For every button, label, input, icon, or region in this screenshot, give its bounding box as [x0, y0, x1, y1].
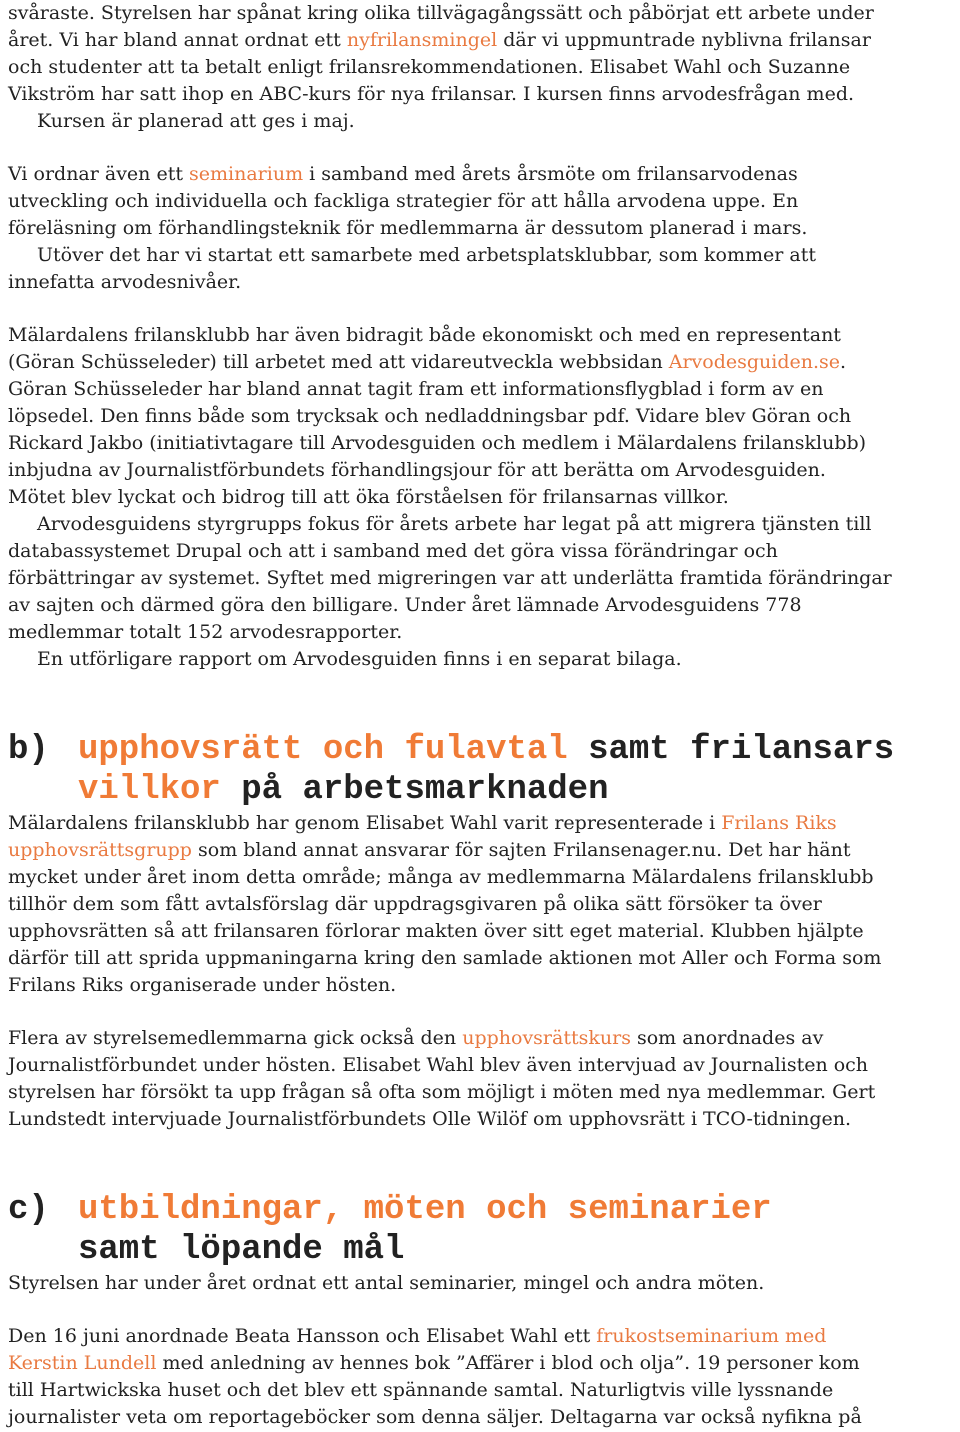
text-line — [8, 1323, 954, 1350]
body-text: med anledning av hennes bok ”Affärer i blod och olja”. 19 personer kom — [156, 1352, 860, 1374]
text-line — [8, 1377, 954, 1404]
body-paragraph — [8, 161, 954, 242]
body-paragraph — [8, 1270, 954, 1297]
body-text: Den 16 juni anordnade Beata Hansson och Elisabet Wahl ett — [8, 1325, 597, 1347]
text-line — [8, 1079, 954, 1106]
body-text: som anordnades av — [630, 1027, 824, 1049]
body-text: svåraste. Styrelsen har spånat kring olika tillvägagångssätt och påbörjat ett arbete under — [8, 2, 874, 24]
body-text: Arvodesguidens styrgrupps fokus för årets arbete har legat på att migrera tjänsten till — [37, 513, 872, 535]
section-marker: c) — [8, 1191, 49, 1229]
text-line — [8, 891, 954, 918]
text-line — [8, 215, 954, 242]
body-text: tillhör dem som fått avtalsförslag där uppdragsgivaren på olika sätt försöker ta över — [8, 893, 822, 915]
text-line — [8, 1106, 954, 1133]
body-text: utveckling och individuella och fackliga strategier för att hålla arvodena uppe. En — [8, 190, 799, 212]
text-line — [8, 242, 954, 269]
text-line — [8, 646, 954, 673]
text-line — [8, 349, 954, 376]
text-line — [8, 188, 954, 215]
section-heading — [8, 730, 954, 810]
body-text: löpsedel. Den finns både som trycksak och nedladdningsbar pdf. Vidare blev Göran och — [8, 405, 852, 427]
text-line — [8, 430, 954, 457]
body-text: där vi uppmuntrade nyblivna frilansar — [497, 29, 871, 51]
text-line — [8, 27, 954, 54]
inline-link[interactable]: upphovsrättsgrupp — [8, 839, 192, 861]
body-text: Styrelsen har under året ordnat ett antal seminarier, mingel och andra möten. — [8, 1272, 765, 1294]
body-text: Rickard Jakbo (initiativtagare till Arvodesguiden och medlem i Mälardalens frilansklubb) — [8, 432, 867, 454]
inline-link[interactable]: nyfrilansmingel — [346, 29, 498, 51]
body-text: styrelsen har försökt ta upp frågan så ofta som möjligt i möten med nya medlemmar. Gert — [8, 1081, 876, 1103]
body-paragraph — [8, 810, 954, 999]
text-line — [8, 0, 954, 27]
text-line — [8, 538, 954, 565]
body-text: Frilans Riks organiserade under hösten. — [8, 974, 397, 996]
text-line — [8, 322, 954, 349]
inline-link[interactable]: Arvodesguiden.se — [668, 351, 841, 373]
heading-highlight: upphovsrätt och fulavtal — [78, 731, 568, 769]
body-text: förbättringar av systemet. Syftet med migreringen var att underlätta framtida förändringar — [8, 567, 892, 589]
body-text: Mötet blev lyckat och bidrog till att öka förståelsen för frilansarnas villkor. — [8, 486, 729, 508]
section-heading — [8, 1190, 954, 1270]
body-text: . — [840, 351, 847, 373]
text-line — [8, 457, 954, 484]
body-text: inbjudna av Journalistförbundets förhandlingsjour för att berätta om Arvodesguiden. — [8, 459, 826, 481]
text-line — [8, 918, 954, 945]
inline-link[interactable]: upphovsrättskurs — [462, 1027, 631, 1049]
body-text: Mälardalens frilansklubb har genom Elisabet Wahl varit representerade i — [8, 812, 722, 834]
inline-link[interactable]: Frilans Riks — [721, 812, 837, 834]
text-line — [8, 54, 954, 81]
body-text: databassystemet Drupal och att i samband med det göra vissa förändringar och — [8, 540, 778, 562]
body-text: Vi ordnar även ett — [8, 163, 190, 185]
text-line — [8, 837, 954, 864]
heading-highlight: utbildningar, möten och seminarier — [78, 1191, 772, 1229]
text-line — [8, 565, 954, 592]
body-paragraph — [8, 0, 954, 108]
text-line — [8, 1350, 954, 1377]
body-paragraph — [8, 108, 954, 135]
text-line — [8, 81, 954, 108]
text-line — [8, 161, 954, 188]
text-line — [8, 269, 954, 296]
heading-line — [8, 770, 954, 810]
body-text: därför till att sprida uppmaningarna kring den samlade aktionen mot Aller och Forma som — [8, 947, 882, 969]
body-text: medlemmar totalt 152 arvodesrapporter. — [8, 621, 403, 643]
inline-link[interactable]: Kerstin Lundell — [8, 1352, 157, 1374]
body-paragraph — [8, 1323, 954, 1431]
text-line — [8, 403, 954, 430]
body-text: Kursen är planerad att ges i maj. — [37, 110, 355, 132]
body-paragraph — [8, 322, 954, 511]
text-line — [8, 1404, 954, 1431]
heading-text: på arbetsmarknaden — [220, 771, 609, 809]
body-paragraph — [8, 242, 954, 296]
text-line — [8, 810, 954, 837]
body-text: som bland annat ansvarar för sajten Frilansenager.nu. Det har hänt — [191, 839, 851, 861]
text-line — [8, 511, 954, 538]
body-text: föreläsning om förhandlingsteknik för medlemmarna är dessutom planerad i mars. — [8, 217, 808, 239]
text-line — [8, 484, 954, 511]
body-text: Utöver det har vi startat ett samarbete med arbetsplatsklubbar, som kommer att — [37, 244, 816, 266]
body-text: Flera av styrelsemedlemmarna gick också den — [8, 1027, 463, 1049]
text-line — [8, 864, 954, 891]
text-line — [8, 592, 954, 619]
body-text: och studenter att ta betalt enligt frilansrekommendationen. Elisabet Wahl och Suzanne — [8, 56, 851, 78]
text-line — [8, 1052, 954, 1079]
body-text: Vikström har satt ihop en ABC-kurs för nya frilansar. I kursen finns arvodesfrågan med. — [8, 83, 855, 105]
section-marker: b) — [8, 731, 49, 769]
heading-line — [8, 1230, 954, 1270]
heading-text: samt frilansars — [567, 731, 895, 769]
inline-link[interactable]: seminarium — [189, 163, 304, 185]
body-text: (Göran Schüsseleder) till arbetet med att vidareutveckla webbsidan — [8, 351, 669, 373]
heading-text: samt löpande mål — [78, 1231, 405, 1269]
body-text: året. Vi har bland annat ordnat ett — [8, 29, 347, 51]
inline-link[interactable]: frukostseminarium med — [596, 1325, 827, 1347]
text-line — [8, 1270, 954, 1297]
text-line — [8, 1025, 954, 1052]
body-text: till Hartwickska huset och det blev ett spännande samtal. Naturligtvis ville lyssnande — [8, 1379, 834, 1401]
heading-line — [8, 1190, 954, 1230]
body-text: Göran Schüsseleder har bland annat tagit fram ett informationsflygblad i form av en — [8, 378, 824, 400]
body-paragraph — [8, 1025, 954, 1133]
body-paragraph — [8, 646, 954, 673]
body-text: Lundstedt intervjuade Journalistförbundets Olle Wilöf om upphovsrätt i TCO-tidningen. — [8, 1108, 852, 1130]
body-paragraph — [8, 511, 954, 646]
body-text: i samband med årets årsmöte om frilansarvodenas — [303, 163, 798, 185]
body-text: innefatta arvodesnivåer. — [8, 271, 242, 293]
text-line — [8, 972, 954, 999]
body-text: Journalistförbundet under hösten. Elisabet Wahl blev även intervjuad av Journalisten och — [8, 1054, 869, 1076]
body-text: upphovsrätten så att frilansaren förlorar makten över sitt eget material. Klubben hjälpte — [8, 920, 864, 942]
body-text: journalister veta om reportageböcker som denna säljer. Deltagarna var också nyfikna på — [8, 1406, 862, 1428]
body-text: En utförligare rapport om Arvodesguiden finns i en separat bilaga. — [37, 648, 682, 670]
text-line — [8, 945, 954, 972]
heading-highlight: villkor — [78, 771, 221, 809]
body-text: Mälardalens frilansklubb har även bidragit både ekonomiskt och med en representant — [8, 324, 841, 346]
body-text: mycket under året inom detta område; många av medlemmarna Mälardalens frilansklubb — [8, 866, 874, 888]
body-text: av sajten och därmed göra den billigare. Under året lämnade Arvodesguidens 778 — [8, 594, 802, 616]
text-line — [8, 108, 954, 135]
text-line — [8, 376, 954, 403]
text-line — [8, 619, 954, 646]
heading-line — [8, 730, 954, 770]
document-page — [8, 0, 954, 1431]
